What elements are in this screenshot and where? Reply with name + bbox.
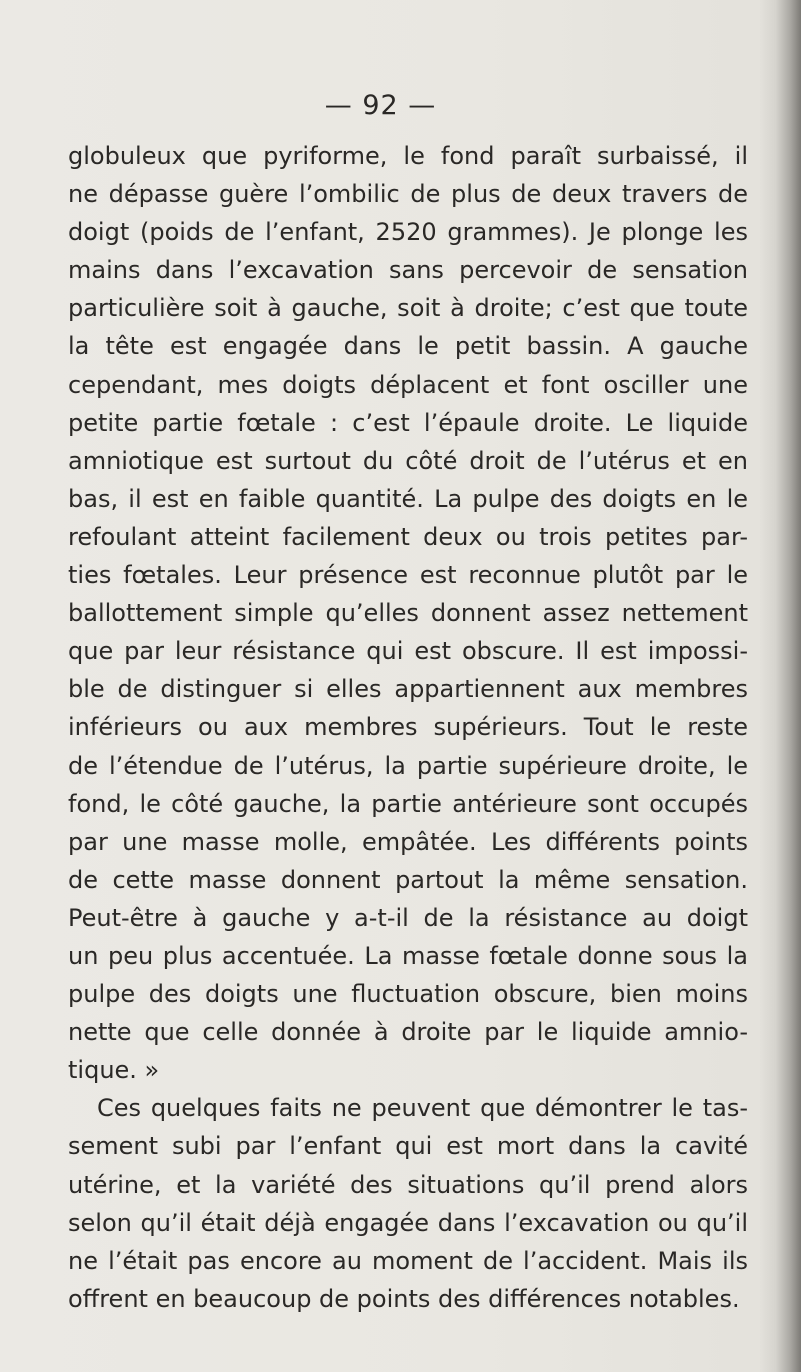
- text-line: par une masse molle, empâtée. Les différents points: [68, 827, 748, 856]
- text-line: refoulant atteint facilement deux ou trois petites par-: [68, 522, 748, 551]
- text-line: inférieurs ou aux membres supérieurs. Tout le reste: [68, 713, 748, 742]
- page-edge-shadow: [759, 0, 801, 1372]
- text-line: bas, il est en faible quantité. La pulpe des doigts en le: [68, 484, 748, 513]
- text-line: tique. »: [68, 1056, 160, 1085]
- text-line: nette que celle donnée à droite par le liquide amnio-: [68, 1018, 748, 1047]
- text-line: fond, le côté gauche, la partie antérieure sont occupés: [68, 789, 748, 818]
- text-line: Ces quelques faits ne peuvent que démontrer le tas-: [97, 1094, 748, 1123]
- text-line: ballottement simple qu’elles donnent assez nettement: [68, 599, 748, 628]
- text-line: particulière soit à gauche, soit à droite; c’est que toute: [68, 294, 748, 323]
- text-line: offrent en beaucoup de points des différences notables.: [68, 1284, 740, 1313]
- text-line: un peu plus accentuée. La masse fœtale donne sous la: [68, 941, 748, 970]
- text-line: utérine, et la variété des situations qu’il prend alors: [68, 1170, 748, 1199]
- text-line: Peut-être à gauche y a-t-il de la résistance au doigt: [68, 903, 748, 932]
- text-line: sement subi par l’enfant qui est mort dans la cavité: [68, 1132, 748, 1161]
- text-line: mains dans l’excavation sans percevoir de sensation: [68, 256, 748, 285]
- text-line: que par leur résistance qui est obscure. Il est impossi-: [68, 637, 748, 666]
- text-line: petite partie fœtale : c’est l’épaule droite. Le liquide: [68, 408, 748, 437]
- text-line: cependant, mes doigts déplacent et font osciller une: [68, 370, 748, 399]
- text-line: de l’étendue de l’utérus, la partie supérieure droite, le: [68, 751, 748, 780]
- text-line: ties fœtales. Leur présence est reconnue plutôt par le: [68, 561, 748, 590]
- text-line: doigt (poids de l’enfant, 2520 grammes). Je plonge les: [68, 218, 748, 247]
- text-line: selon qu’il était déjà engagée dans l’excavation ou qu’il: [68, 1208, 748, 1237]
- text-line: globuleux que pyriforme, le fond paraît surbaissé, il: [68, 142, 748, 170]
- page-number: — 92 —: [324, 90, 437, 121]
- text-line: pulpe des doigts une fluctuation obscure, bien moins: [68, 980, 748, 1009]
- text-line: de cette masse donnent partout la même sensation.: [68, 865, 748, 894]
- text-line: la tête est engagée dans le petit bassin. A gauche: [68, 332, 748, 361]
- text-line: ne l’était pas encore au moment de l’accident. Mais ils: [68, 1246, 748, 1275]
- text-line: ble de distinguer si elles appartiennent aux membres: [68, 675, 748, 704]
- text-line: ne dépasse guère l’ombilic de plus de deux travers de: [68, 180, 748, 209]
- text-line: amniotique est surtout du côté droit de l’utérus et en: [68, 446, 748, 475]
- body-text: [68, 137, 748, 1318]
